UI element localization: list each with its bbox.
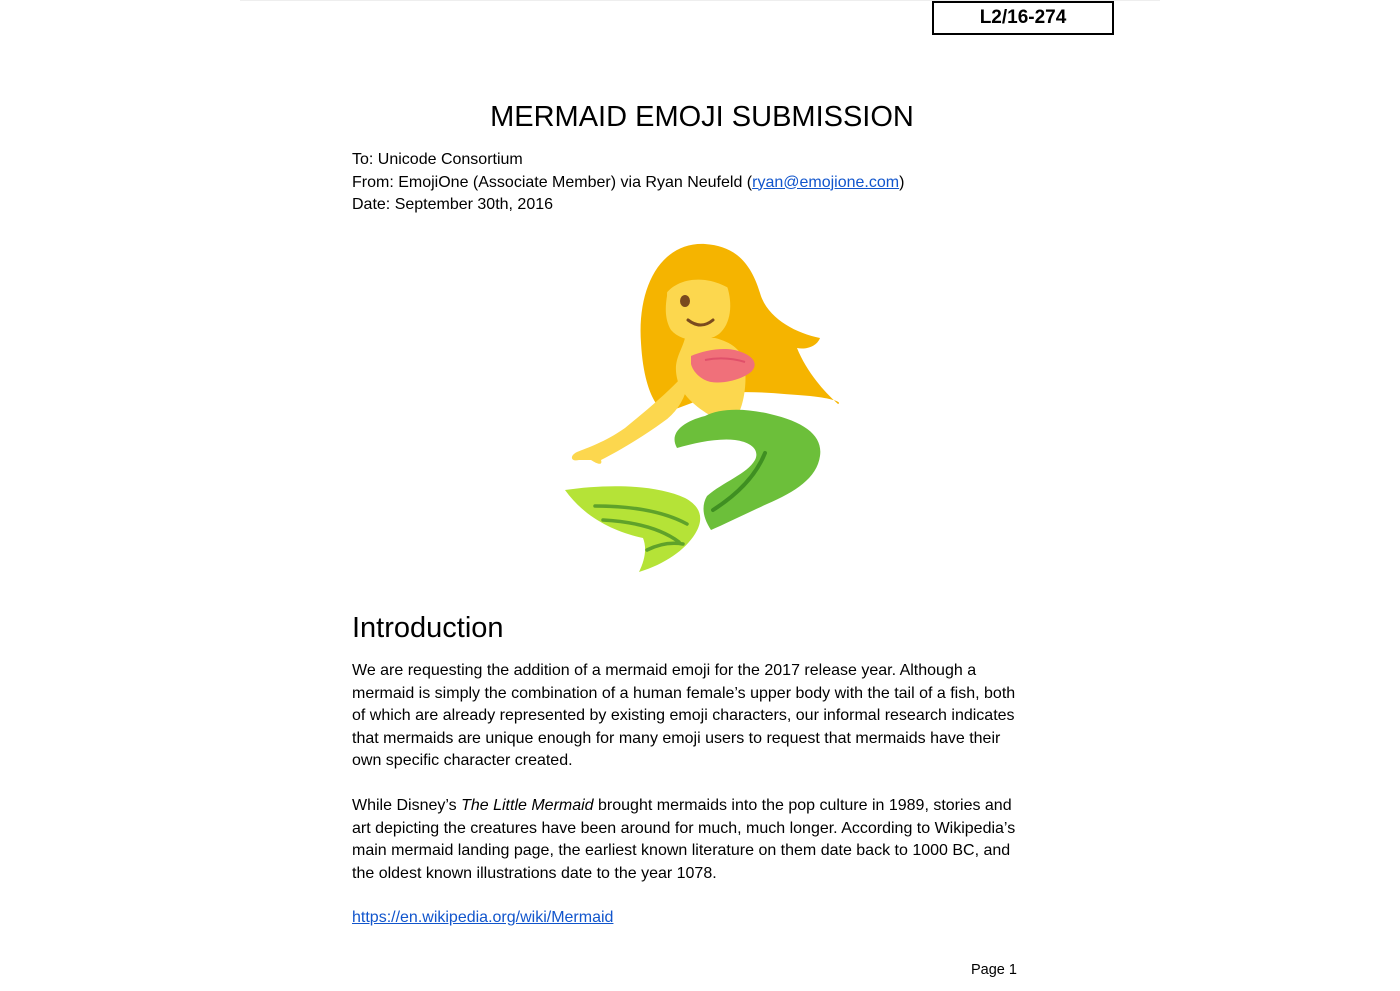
paragraph-1-line: of which are already represented by existing emoji characters, our informal research indicates: [352, 707, 1015, 724]
meta-from: [352, 172, 904, 195]
paragraph-1-line: We are requesting the addition of a mermaid emoji for the 2017 release year. Although a: [352, 662, 977, 679]
paragraph-1-line: own specific character created.: [352, 752, 573, 769]
mermaid-emoji-icon: [555, 238, 850, 583]
email-link[interactable]: ryan@emojione.com: [752, 173, 900, 191]
paragraph-2-prefix: While Disney’s: [352, 797, 462, 814]
meta-to: To: Unicode Consortium: [352, 151, 523, 168]
paragraph-2-line: the oldest known illustrations date to the year 1078.: [352, 864, 717, 882]
reference-paragraph: [352, 907, 1052, 930]
section-heading: Introduction: [352, 612, 504, 644]
wikipedia-link[interactable]: https://en.wikipedia.org/wiki/Mermaid: [352, 909, 614, 926]
meta-from-suffix: ): [899, 173, 905, 191]
document-meta: [352, 149, 904, 217]
meta-date: Date: September 30th, 2016: [352, 196, 554, 213]
paragraph-1-line: mermaid is simply the combination of a human female’s upper body with the tail of a fish, both: [352, 684, 1016, 702]
paragraph-1-line: that mermaids are unique enough for many emoji users to request that mermaids have their: [352, 729, 1001, 747]
meta-from-prefix: From: EmojiOne (Associate Member) via Ryan Neufeld (: [352, 173, 753, 191]
paragraph-1: [352, 660, 1052, 773]
mermaid-arm: [572, 378, 687, 464]
paragraph-2: [352, 795, 1052, 885]
mermaid-eye: [680, 295, 690, 307]
paragraph-2-line: main mermaid landing page, the earliest known literature on them date back to 1000 BC, and: [352, 842, 1011, 859]
mermaid-fin: [565, 486, 700, 572]
document-number-box: L2/16-274: [932, 1, 1114, 35]
paragraph-2-line: art depicting the creatures have been around for much, much longer. According to Wikipedia’s: [352, 819, 1016, 837]
film-title: The Little Mermaid: [461, 797, 594, 814]
document-title: MERMAID EMOJI SUBMISSION: [490, 101, 914, 133]
page-number: Page 1: [971, 962, 1017, 978]
paragraph-2-line: [352, 795, 1052, 818]
paragraph-2-suffix: brought mermaids into the pop culture in 1989, stories and: [593, 797, 1012, 814]
